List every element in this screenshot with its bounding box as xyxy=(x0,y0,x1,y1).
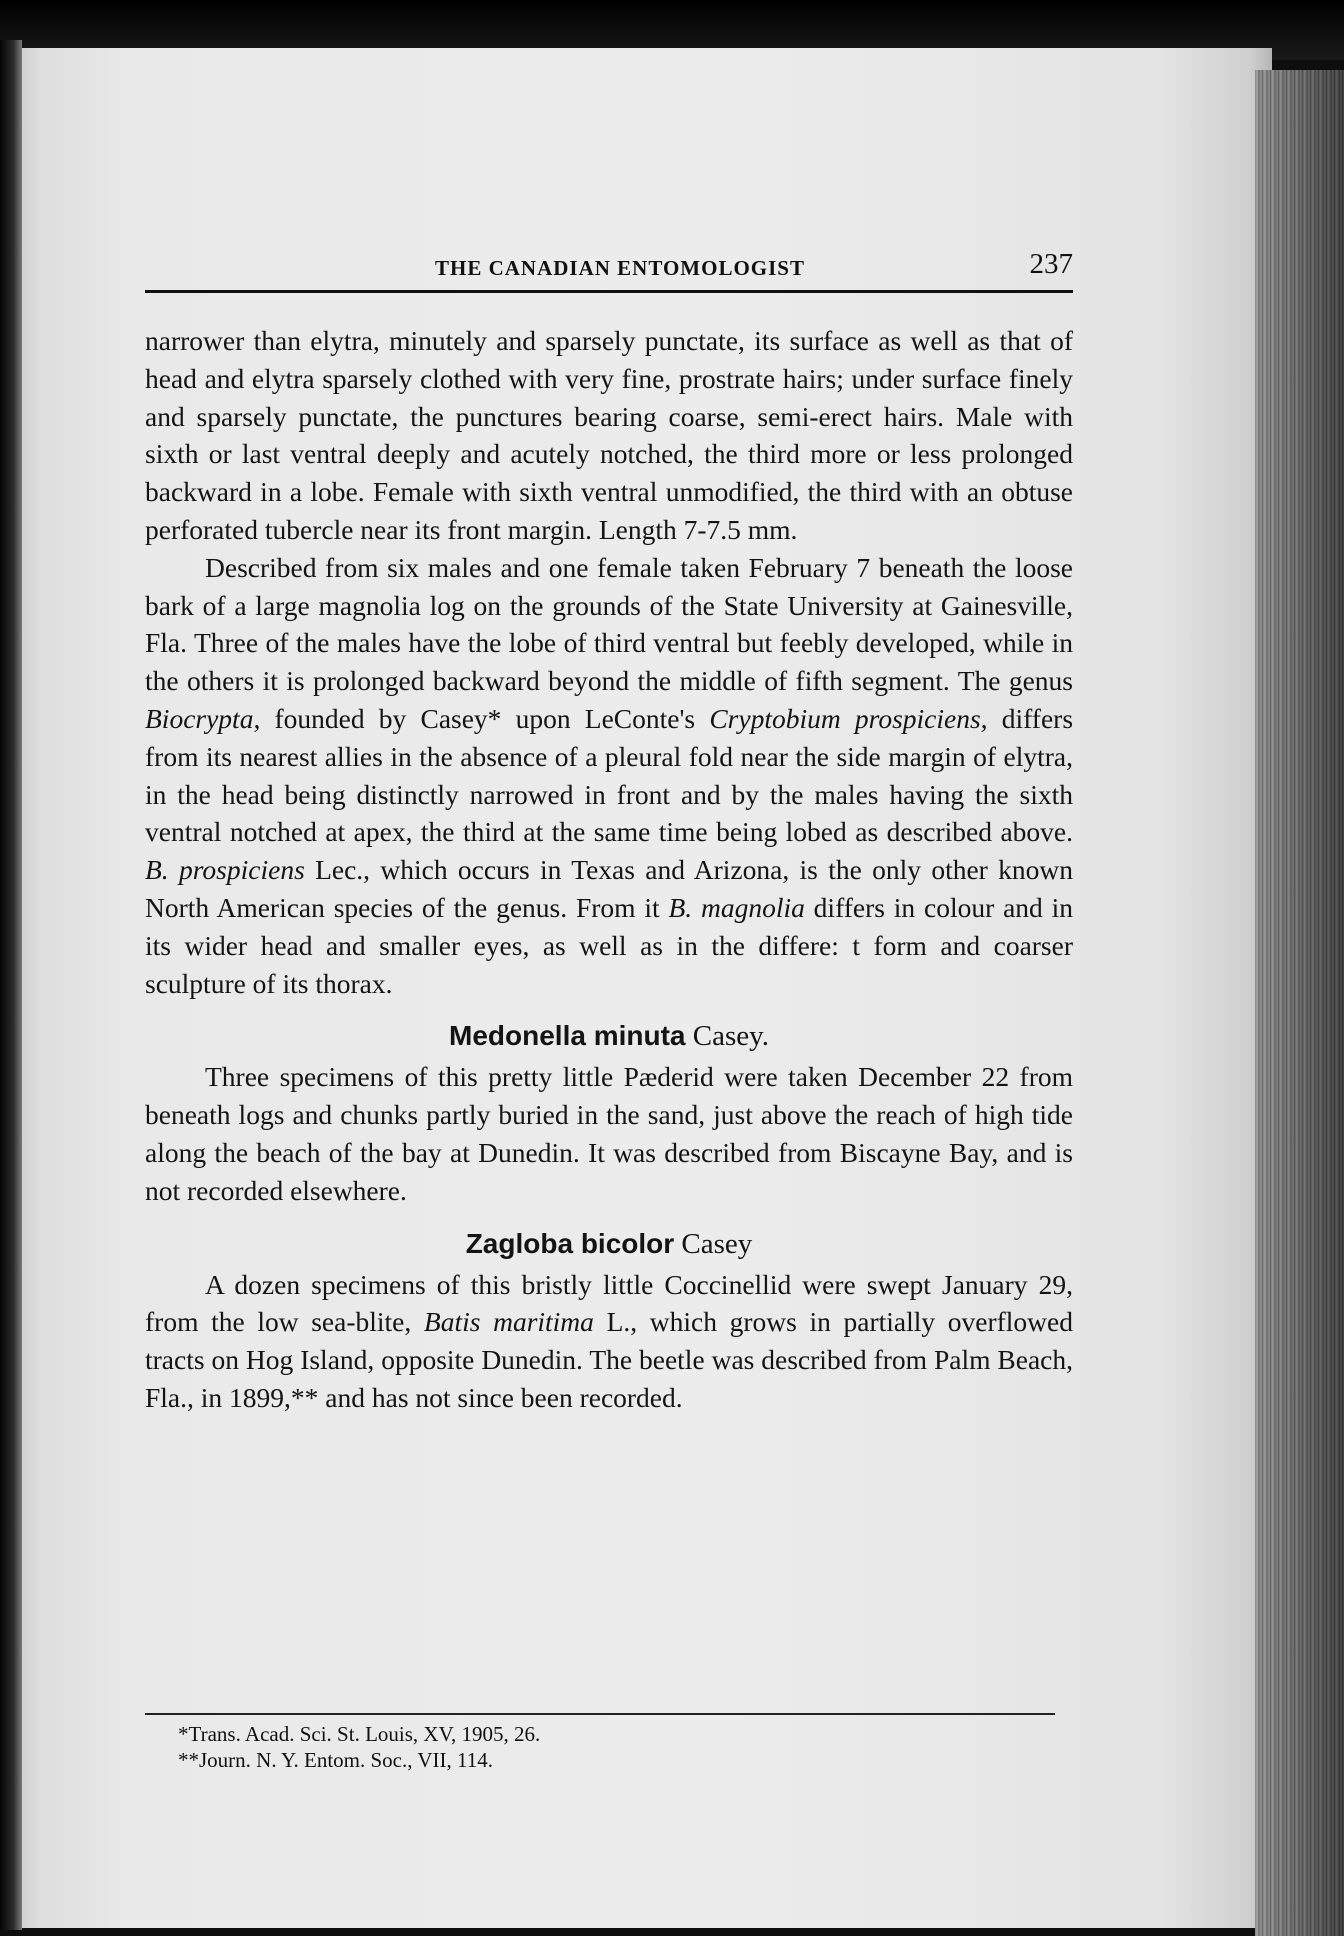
heading-species-name: Zagloba bicolor xyxy=(465,1227,675,1259)
paragraph-zagloba xyxy=(145,1266,1073,1417)
text-run: founded by Casey* upon LeConte's xyxy=(260,702,710,734)
species-name-batis-maritima: Batis maritima xyxy=(423,1306,594,1338)
heading-author: Casey. xyxy=(692,1020,769,1053)
footnote-divider xyxy=(145,1713,1055,1715)
running-title: THE CANADIAN ENTOMOLOGIST xyxy=(434,256,805,280)
footnote-1: *Trans. Acad. Sci. St. Louis, XV, 1905, 26. xyxy=(178,1722,541,1746)
species-heading-zagloba xyxy=(145,1224,1073,1264)
species-name-b-magnolia: B. magnolia xyxy=(668,891,805,923)
book-binding-left xyxy=(0,40,22,1930)
paragraph-thorax-description: narrower than elytra, minutely and sparsely punctate, its surface as well as that of head and elytra sparsely clothed with very fine, prostrate hairs; under surface finely and sparsely punctate, the punctures bearing coarse, semi-erect hairs. Male with sixth or last ventral deeply and acutely notched, the third more or less prolonged backward in a lobe. Female with sixth ventral unmodified, the third with an obtuse perforated tubercle near its front margin. Length 7-7.5 mm. xyxy=(145,325,1073,545)
species-name-cryptobium: Cryptobium prospiciens, xyxy=(709,702,988,734)
footnotes xyxy=(178,1721,540,1773)
footnote-2: **Journ. N. Y. Entom. Soc., VII, 114. xyxy=(178,1748,493,1772)
text-run: differs in colour and in its wider head and smaller eyes, as well as in the differe: t form and coarser sculpture of its thorax. xyxy=(145,891,1073,999)
page-number: 237 xyxy=(1029,248,1073,280)
text-run: Described from six males and one female taken February 7 beneath the loose bark of a large magnolia log on the grounds of the State University at Gainesville, Fla. Three of the males have the lobe of third ventral but feebly developed, while in the others it is prolonged backward beyond the middle of fifth segment. The genus xyxy=(145,551,1073,697)
heading-author: Casey xyxy=(681,1227,753,1260)
text-run: A dozen specimens of this bristly little Coccinellid were swept January 29, from the low sea-blite, xyxy=(145,1268,1073,1338)
paragraph-biocrypta-remarks xyxy=(145,549,1073,1003)
genus-name-biocrypta: Biocrypta, xyxy=(145,702,261,734)
text-run: differs from its nearest allies in the absence of a pleural fold near the side margin of elytra, in the head being distinctly narrowed in front and by the males having the sixth ventral notched at apex, the third at the same time being lobed as described above. xyxy=(145,702,1074,848)
species-name-b-prospiciens: B. prospiciens xyxy=(145,854,305,886)
heading-species-name: Medonella minuta xyxy=(449,1020,686,1052)
paragraph-medonella: Three specimens of this pretty little Pæderid were taken December 22 from beneath logs and chunks partly buried in the sand, just above the reach of high tide along the beach of the bay at Dunedin. It was described from Biscayne Bay, and is not recorded elsewhere. xyxy=(145,1061,1073,1206)
text-run: L., which grows in partially overflowed tracts on Hog Island, opposite Dunedin. The beetle was described from Palm Beach, Fla., in 1899,** and has not since been recorded. xyxy=(145,1306,1073,1413)
page-header xyxy=(145,250,1073,293)
species-heading-medonella xyxy=(145,1016,1073,1056)
page-body xyxy=(145,322,1073,1417)
book-page-edges xyxy=(1255,70,1344,1936)
text-run: Lec., which occurs in Texas and Arizona, is the only other known North American species of the genus. From it xyxy=(145,854,1074,923)
